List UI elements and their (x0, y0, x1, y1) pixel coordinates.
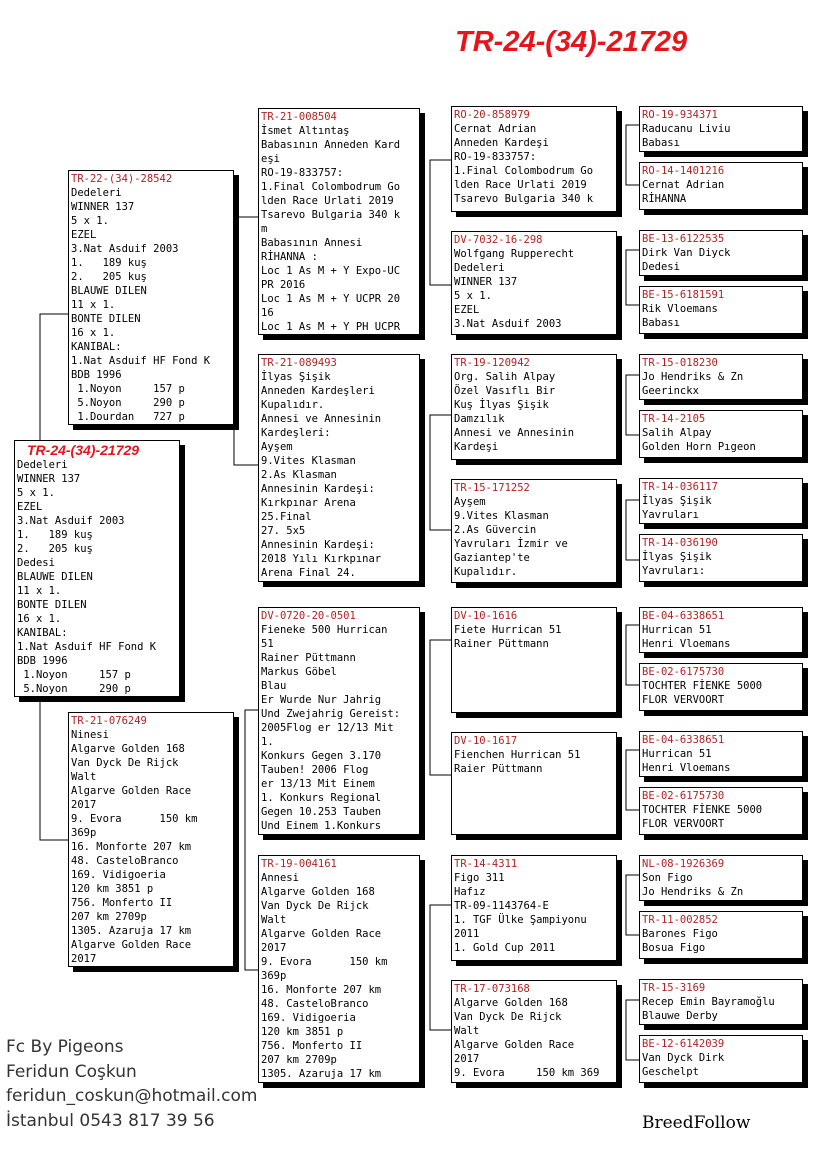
pedigree-line: Babası (642, 137, 680, 149)
pedigree-line: 2005Flog er 12/13 Mit (261, 722, 394, 734)
pedigree-line: Algarve Golden Race (71, 939, 192, 951)
pedigree-line: FLOR VERVOORT (642, 818, 725, 830)
ring-number: TR-24-(34)-21729 (27, 442, 140, 458)
breeder-name: Feridun Coşkun (6, 1061, 137, 1082)
gen4-card (639, 607, 803, 653)
ring-number: NL-08-1926369 (642, 858, 725, 870)
pedigree-line: TOCHTER FİENKE 5000 (642, 804, 763, 816)
pedigree-line: RİHANNA : (261, 251, 318, 263)
pedigree-line: 2017 (71, 799, 97, 811)
pedigree-line: Annesi ve Annesinin (261, 413, 382, 425)
pedigree-line: Konkurs Gegen 3.170 (261, 750, 382, 762)
pedigree-line: BLAUWE DILEN (17, 571, 93, 583)
gen4-card (639, 855, 803, 901)
pedigree-line: 1.Nat Asduif HF Fond K (17, 641, 157, 653)
pedigree-line: 369p (261, 970, 287, 982)
pedigree-line: Hurrican 51 (642, 624, 712, 636)
pedigree-line: m (261, 223, 268, 235)
pedigree-line: 16. Monforte 207 km (71, 841, 192, 853)
pedigree-line: Dedesi (642, 261, 680, 273)
pedigree-line: Hafız (454, 886, 486, 898)
gen4-card (639, 787, 803, 835)
pedigree-line: lden Race Urlati 2019 (261, 195, 394, 207)
pedigree-line: Jo Hendriks & Zn (642, 886, 744, 898)
pedigree-line: 1. Gold Cup 2011 (454, 942, 556, 954)
pedigree-line: Golden Horn Pıgeon (642, 441, 756, 453)
pedigree-line: EZEL (71, 229, 97, 241)
pedigree-line: Algarve Golden 168 (454, 997, 568, 1009)
pedigree-line: KANIBAL: (71, 341, 122, 353)
gen4-card (639, 410, 803, 458)
ring-number: TR-14-036117 (642, 481, 718, 493)
gen3-card (451, 980, 617, 1083)
pedigree-line: PR 2016 (261, 279, 306, 291)
pedigree-line: Cernat Adrian (454, 123, 537, 135)
ring-number: BE-12-6142039 (642, 1038, 725, 1050)
breeder-contact (6, 1035, 257, 1133)
pedigree-line: 3.Nat Asduif 2003 (71, 243, 179, 255)
pedigree-line: 9.Vites Klasman (454, 510, 549, 522)
pedigree-line: Loc 1 As M + Y Expo-UC (261, 265, 401, 277)
pedigree-line: Walt (71, 771, 97, 783)
pedigree-line: Van Dyck Dirk (642, 1052, 725, 1064)
breeder-phone: İstanbul 0543 817 39 56 (6, 1110, 215, 1131)
ring-number: TR-21-008504 (261, 111, 337, 123)
pedigree-line: eşi (261, 153, 280, 165)
pedigree-line: Und Zwejahrig Gereist: (261, 708, 401, 720)
pedigree-line: Annesinin Kardeşi: (261, 483, 375, 495)
pedigree-line: Yavruları İzmir ve (454, 538, 568, 550)
pedigree-line: Blau (261, 680, 287, 692)
pedigree-line: Arena Final 24. (261, 567, 356, 579)
pedigree-line: Anneden Kardeşleri (261, 385, 375, 397)
pedigree-line: Dedeleri (71, 187, 122, 199)
pedigree-line: Geschelpt (642, 1066, 699, 1078)
pedigree-line: Yavruları: (642, 565, 706, 577)
pedigree-line: Son Figo (642, 872, 693, 884)
pedigree-line: WINNER 137 (454, 276, 518, 288)
pedigree-line: EZEL (454, 304, 480, 316)
pedigree-line: Algarve Golden Race (71, 785, 192, 797)
pedigree-line: RİHANNA (642, 193, 687, 205)
gen4-card (639, 478, 803, 524)
pedigree-line: RO-19-833757: (261, 167, 344, 179)
pedigree-line: Kupalıdır. (261, 399, 325, 411)
pedigree-line: 1.Noyon 157 p (17, 669, 131, 681)
pedigree-line: 120 km 3851 p (71, 883, 154, 895)
page-title: TR-24-(34)-21729 (455, 26, 688, 58)
pedigree-line: Annesinin Kardeşi: (261, 539, 375, 551)
pedigree-line: 1.Dourdan 727 p (71, 411, 185, 423)
pedigree-line: 27. 5x5 (261, 525, 306, 537)
gen4-card (639, 911, 803, 959)
pedigree-line: RO-19-833757: (454, 151, 537, 163)
pedigree-line: Ayşem (261, 441, 293, 453)
pedigree-line: Walt (454, 1025, 480, 1037)
pedigree-line: Fienchen Hurrican 51 (454, 749, 581, 761)
ring-number: TR-11-002852 (642, 914, 718, 926)
pedigree-line: 48. CasteloBranco (71, 855, 179, 867)
pedigree-line: 1.Final Colombodrum Go (261, 181, 401, 193)
ring-number: BE-15-6181591 (642, 289, 725, 301)
pedigree-line: Rainer Püttmann (261, 652, 356, 664)
pedigree-line: er 13/13 Mit Einem (261, 778, 375, 790)
gen3-card (451, 855, 617, 961)
pedigree-line: Raducanu Liviu (642, 123, 731, 135)
pedigree-line: Henri Vloemans (642, 638, 731, 650)
gen4-card (639, 979, 803, 1025)
pedigree-line: Rik Vloemans (642, 303, 718, 315)
pedigree-line: 2. 205 kuş (71, 271, 147, 283)
pedigree-line: Dedeleri (17, 459, 68, 471)
pedigree-line: 1.Final Colombodrum Go (454, 165, 594, 177)
pedigree-line: 2017 (261, 942, 287, 954)
pedigree-line: Barones Figo (642, 928, 718, 940)
ring-number: DV-0720-20-0501 (261, 610, 356, 622)
pedigree-line: 3.Nat Asduif 2003 (17, 515, 125, 527)
pedigree-line: 1305. Azaruja 17 km (71, 925, 192, 937)
pedigree-line: 169. Vidigoeria (261, 1012, 356, 1024)
gen3-card (451, 479, 617, 583)
pedigree-line: 2.As Güvercin (454, 524, 537, 536)
ring-number: TR-15-171252 (454, 482, 530, 494)
ring-number: TR-17-073168 (454, 983, 530, 995)
gen4-card (639, 354, 803, 400)
pedigree-line: Dedeleri (454, 262, 505, 274)
pedigree-line: KANIBAL: (17, 627, 68, 639)
gen4-card (639, 286, 803, 334)
gen3-card (451, 231, 617, 335)
pedigree-line: Dedesi (17, 557, 55, 569)
pedigree-line: Recep Emin Bayramoğlu (642, 996, 775, 1008)
sire-dam-card (258, 354, 420, 582)
pedigree-line: Kuş İlyas Şişik (454, 399, 549, 411)
ring-number: DV-7032-16-298 (454, 234, 543, 246)
pedigree-line: Er Wurde Nur Jahrig (261, 694, 382, 706)
pedigree-line: lden Race Urlati 2019 (454, 179, 587, 191)
pedigree-line: Kardeşi (454, 441, 499, 453)
pedigree-line: Algarve Golden Race (454, 1039, 575, 1051)
pedigree-line: FLOR VERVOORT (642, 694, 725, 706)
pedigree-line: 16 (261, 307, 274, 319)
pedigree-line: 2011 (454, 928, 480, 940)
ring-number: BE-02-6175730 (642, 790, 725, 802)
pedigree-line: 3.Nat Asduif 2003 (454, 318, 562, 330)
pedigree-line: Annesi (261, 872, 299, 884)
pedigree-line: Tauben! 2006 Flog (261, 764, 369, 776)
pedigree-line: Raier Püttmann (454, 763, 543, 775)
pedigree-line: İsmet Altıntaş (261, 125, 350, 137)
ring-number: DV-10-1616 (454, 610, 518, 622)
ring-number: TR-19-120942 (454, 357, 530, 369)
ring-number: TR-21-076249 (71, 715, 147, 727)
pedigree-line: 9. Evora 150 km 369 (454, 1067, 600, 1079)
pedigree-line: İlyas Şişik (642, 551, 712, 563)
pedigree-line: 16. Monforte 207 km (261, 984, 382, 996)
pedigree-line: Blauwe Derby (642, 1010, 718, 1022)
pedigree-line: 9.Vites Klasman (261, 455, 356, 467)
ring-number: TR-15-018230 (642, 357, 718, 369)
pedigree-line: Fieneke 500 Hurrican (261, 624, 388, 636)
pedigree-line: Gegen 10.253 Tauben (261, 806, 382, 818)
pedigree-line: BONTE DILEN (71, 313, 141, 325)
pedigree-line: 1.Nat Asduif HF Fond K (71, 355, 211, 367)
sire-sire-card (258, 108, 420, 335)
pedigree-line: TR-09-1143764-E (454, 900, 549, 912)
pedigree-line: 1. TGF Ülke Şampiyonu (454, 914, 587, 926)
pedigree-line: 2017 (71, 953, 97, 965)
pedigree-line: Van Dyck De Rijck (71, 757, 179, 769)
ring-number: RO-19-934371 (642, 109, 718, 121)
pedigree-line: Tsarevo Bulgaria 340 k (261, 209, 401, 221)
ring-number: TR-14-2105 (642, 413, 706, 425)
ring-number: RO-20-858979 (454, 109, 530, 121)
pedigree-line: 1. 189 kuş (71, 257, 147, 269)
pedigree-line: Annesi ve Annesinin (454, 427, 575, 439)
pedigree-line: Kupalıdır. (454, 566, 518, 578)
pedigree-line: 5 x 1. (454, 290, 492, 302)
ring-number: TR-21-089493 (261, 357, 337, 369)
pedigree-line: Tsarevo Bulgaria 340 k (454, 193, 594, 205)
pedigree-line: 2.As Klasman (261, 469, 337, 481)
pedigree-line: Özel Vasıflı Bir (454, 385, 556, 397)
pedigree-line: 756. Monferto II (261, 1040, 363, 1052)
pedigree-line: 5.Noyon 290 p (17, 683, 131, 695)
pedigree-line: Walt (261, 914, 287, 926)
pedigree-line: Yavruları (642, 509, 699, 521)
pedigree-line: Van Dyck De Rijck (261, 900, 369, 912)
pedigree-line: Dirk Van Diyck (642, 247, 731, 259)
pedigree-line: 5 x 1. (17, 487, 55, 499)
gen4-card (639, 162, 803, 210)
sire-card (68, 170, 234, 425)
pedigree-line: WINNER 137 (17, 473, 81, 485)
breeder-club: Fc By Pigeons (6, 1037, 124, 1057)
pedigree-line: Und Einem 1.Konkurs (261, 820, 382, 832)
pedigree-line: 5.Noyon 290 p (71, 397, 185, 409)
pedigree-line: 1. Konkurs Regional (261, 792, 382, 804)
pedigree-line: Loc 1 As M + Y PH UCPR (261, 321, 401, 333)
ring-number: TR-15-3169 (642, 982, 706, 994)
gen4-card (639, 663, 803, 711)
pedigree-line: Rainer Püttmann (454, 638, 549, 650)
ring-number: RO-14-1401216 (642, 165, 725, 177)
pedigree-line: Gaziantep'te (454, 552, 530, 564)
pedigree-line: 16 x 1. (17, 613, 62, 625)
pedigree-line: 25.Final (261, 511, 312, 523)
dam-card (68, 712, 234, 967)
pedigree-line: Van Dyck De Rijck (454, 1011, 562, 1023)
dam-dam-card (258, 855, 420, 1083)
pedigree-line: 1.Noyon 157 p (71, 383, 185, 395)
pedigree-line: Ayşem (454, 496, 486, 508)
breeder-email: feridun_coskun@hotmail.com (6, 1086, 258, 1106)
pedigree-line: 1. (261, 736, 274, 748)
gen4-card (639, 1035, 803, 1083)
ring-number: BE-04-6338651 (642, 734, 725, 746)
pedigree-root-card (14, 440, 180, 697)
pedigree-line: 51 (261, 638, 274, 650)
pedigree-line: 2017 (454, 1053, 480, 1065)
pedigree-line: Wolfgang Rupperecht (454, 248, 575, 260)
gen3-card (451, 354, 617, 460)
pedigree-line: 1305. Azaruja 17 km (261, 1068, 382, 1080)
ring-number: BE-04-6338651 (642, 610, 725, 622)
pedigree-line: Salih Alpay (642, 427, 712, 439)
pedigree-line: Loc 1 As M + Y UCPR 20 (261, 293, 401, 305)
pedigree-line: 48. CasteloBranco (261, 998, 369, 1010)
pedigree-line: Algarve Golden 168 (71, 743, 185, 755)
pedigree-line: EZEL (17, 501, 43, 513)
pedigree-line: 120 km 3851 p (261, 1026, 344, 1038)
pedigree-line: Algarve Golden 168 (261, 886, 375, 898)
pedigree-line: TOCHTER FİENKE 5000 (642, 680, 763, 692)
pedigree-line: BONTE DILEN (17, 599, 87, 611)
pedigree-line: Geerinckx (642, 385, 699, 397)
dam-sire-card (258, 607, 420, 835)
pedigree-line: 207 km 2709p (261, 1054, 337, 1066)
pedigree-line: 756. Monferto II (71, 897, 173, 909)
pedigree-line: Anneden Kardeşi (454, 137, 549, 149)
pedigree-line: Damzılık (454, 413, 505, 425)
pedigree-line: Fiete Hurrican 51 (454, 624, 562, 636)
pedigree-line: Henri Vloemans (642, 762, 731, 774)
pedigree-line: 5 x 1. (71, 215, 109, 227)
gen4-card (639, 731, 803, 777)
ring-number: TR-14-4311 (454, 858, 518, 870)
gen3-card (451, 607, 617, 713)
pedigree-line: BLAUWE DILEN (71, 285, 147, 297)
pedigree-line: Cernat Adrian (642, 179, 725, 191)
gen3-card (451, 732, 617, 835)
ring-number: BE-13-6122535 (642, 233, 725, 245)
gen3-card (451, 106, 617, 212)
pedigree-line: 207 km 2709p (71, 911, 147, 923)
gen4-card (639, 534, 803, 582)
ring-number: BE-02-6175730 (642, 666, 725, 678)
pedigree-line: Kardeşleri: (261, 427, 331, 439)
pedigree-line: Babasının Anneden Kard (261, 139, 401, 151)
gen4-card (639, 106, 803, 152)
pedigree-line: 11 x 1. (71, 299, 116, 311)
pedigree-line: İlyas Şişik (642, 495, 712, 507)
pedigree-line: Algarve Golden Race (261, 928, 382, 940)
pedigree-line: WINNER 137 (71, 201, 135, 213)
pedigree-line: Ninesi (71, 729, 109, 741)
pedigree-line: 11 x 1. (17, 585, 62, 597)
pedigree-line: BDB 1996 (71, 369, 122, 381)
pedigree-line: Kırkpınar Arena (261, 497, 356, 509)
pedigree-line: 1. 189 kuş (17, 529, 93, 541)
pedigree-line: İlyas Şişik (261, 371, 331, 383)
pedigree-line: Org. Salih Alpay (454, 371, 556, 383)
pedigree-line: 9. Evora 150 km (261, 956, 388, 968)
pedigree-line: Jo Hendriks & Zn (642, 371, 744, 383)
pedigree-line: 9. Evora 150 km (71, 813, 198, 825)
pedigree-line: Babasının Annesi (261, 237, 363, 249)
ring-number: TR-19-004161 (261, 858, 337, 870)
pedigree-line: Bosua Figo (642, 942, 706, 954)
gen4-card (639, 230, 803, 276)
pedigree-line: 369p (71, 827, 97, 839)
pedigree-line: 2018 Yılı Kırkpınar (261, 553, 382, 565)
pedigree-line: BDB 1996 (17, 655, 68, 667)
ring-number: DV-10-1617 (454, 735, 518, 747)
pedigree-line: Babası (642, 317, 680, 329)
ring-number: TR-22-(34)-28542 (71, 173, 173, 185)
ring-number: TR-14-036190 (642, 537, 718, 549)
brand-logo-text: BreedFollow (642, 1113, 751, 1133)
pedigree-line: 16 x 1. (71, 327, 116, 339)
pedigree-line: Figo 311 (454, 872, 505, 884)
pedigree-line: 2. 205 kuş (17, 543, 93, 555)
pedigree-line: Hurrican 51 (642, 748, 712, 760)
pedigree-line: Markus Göbel (261, 666, 337, 678)
pedigree-line: 169. Vidigoeria (71, 869, 166, 881)
